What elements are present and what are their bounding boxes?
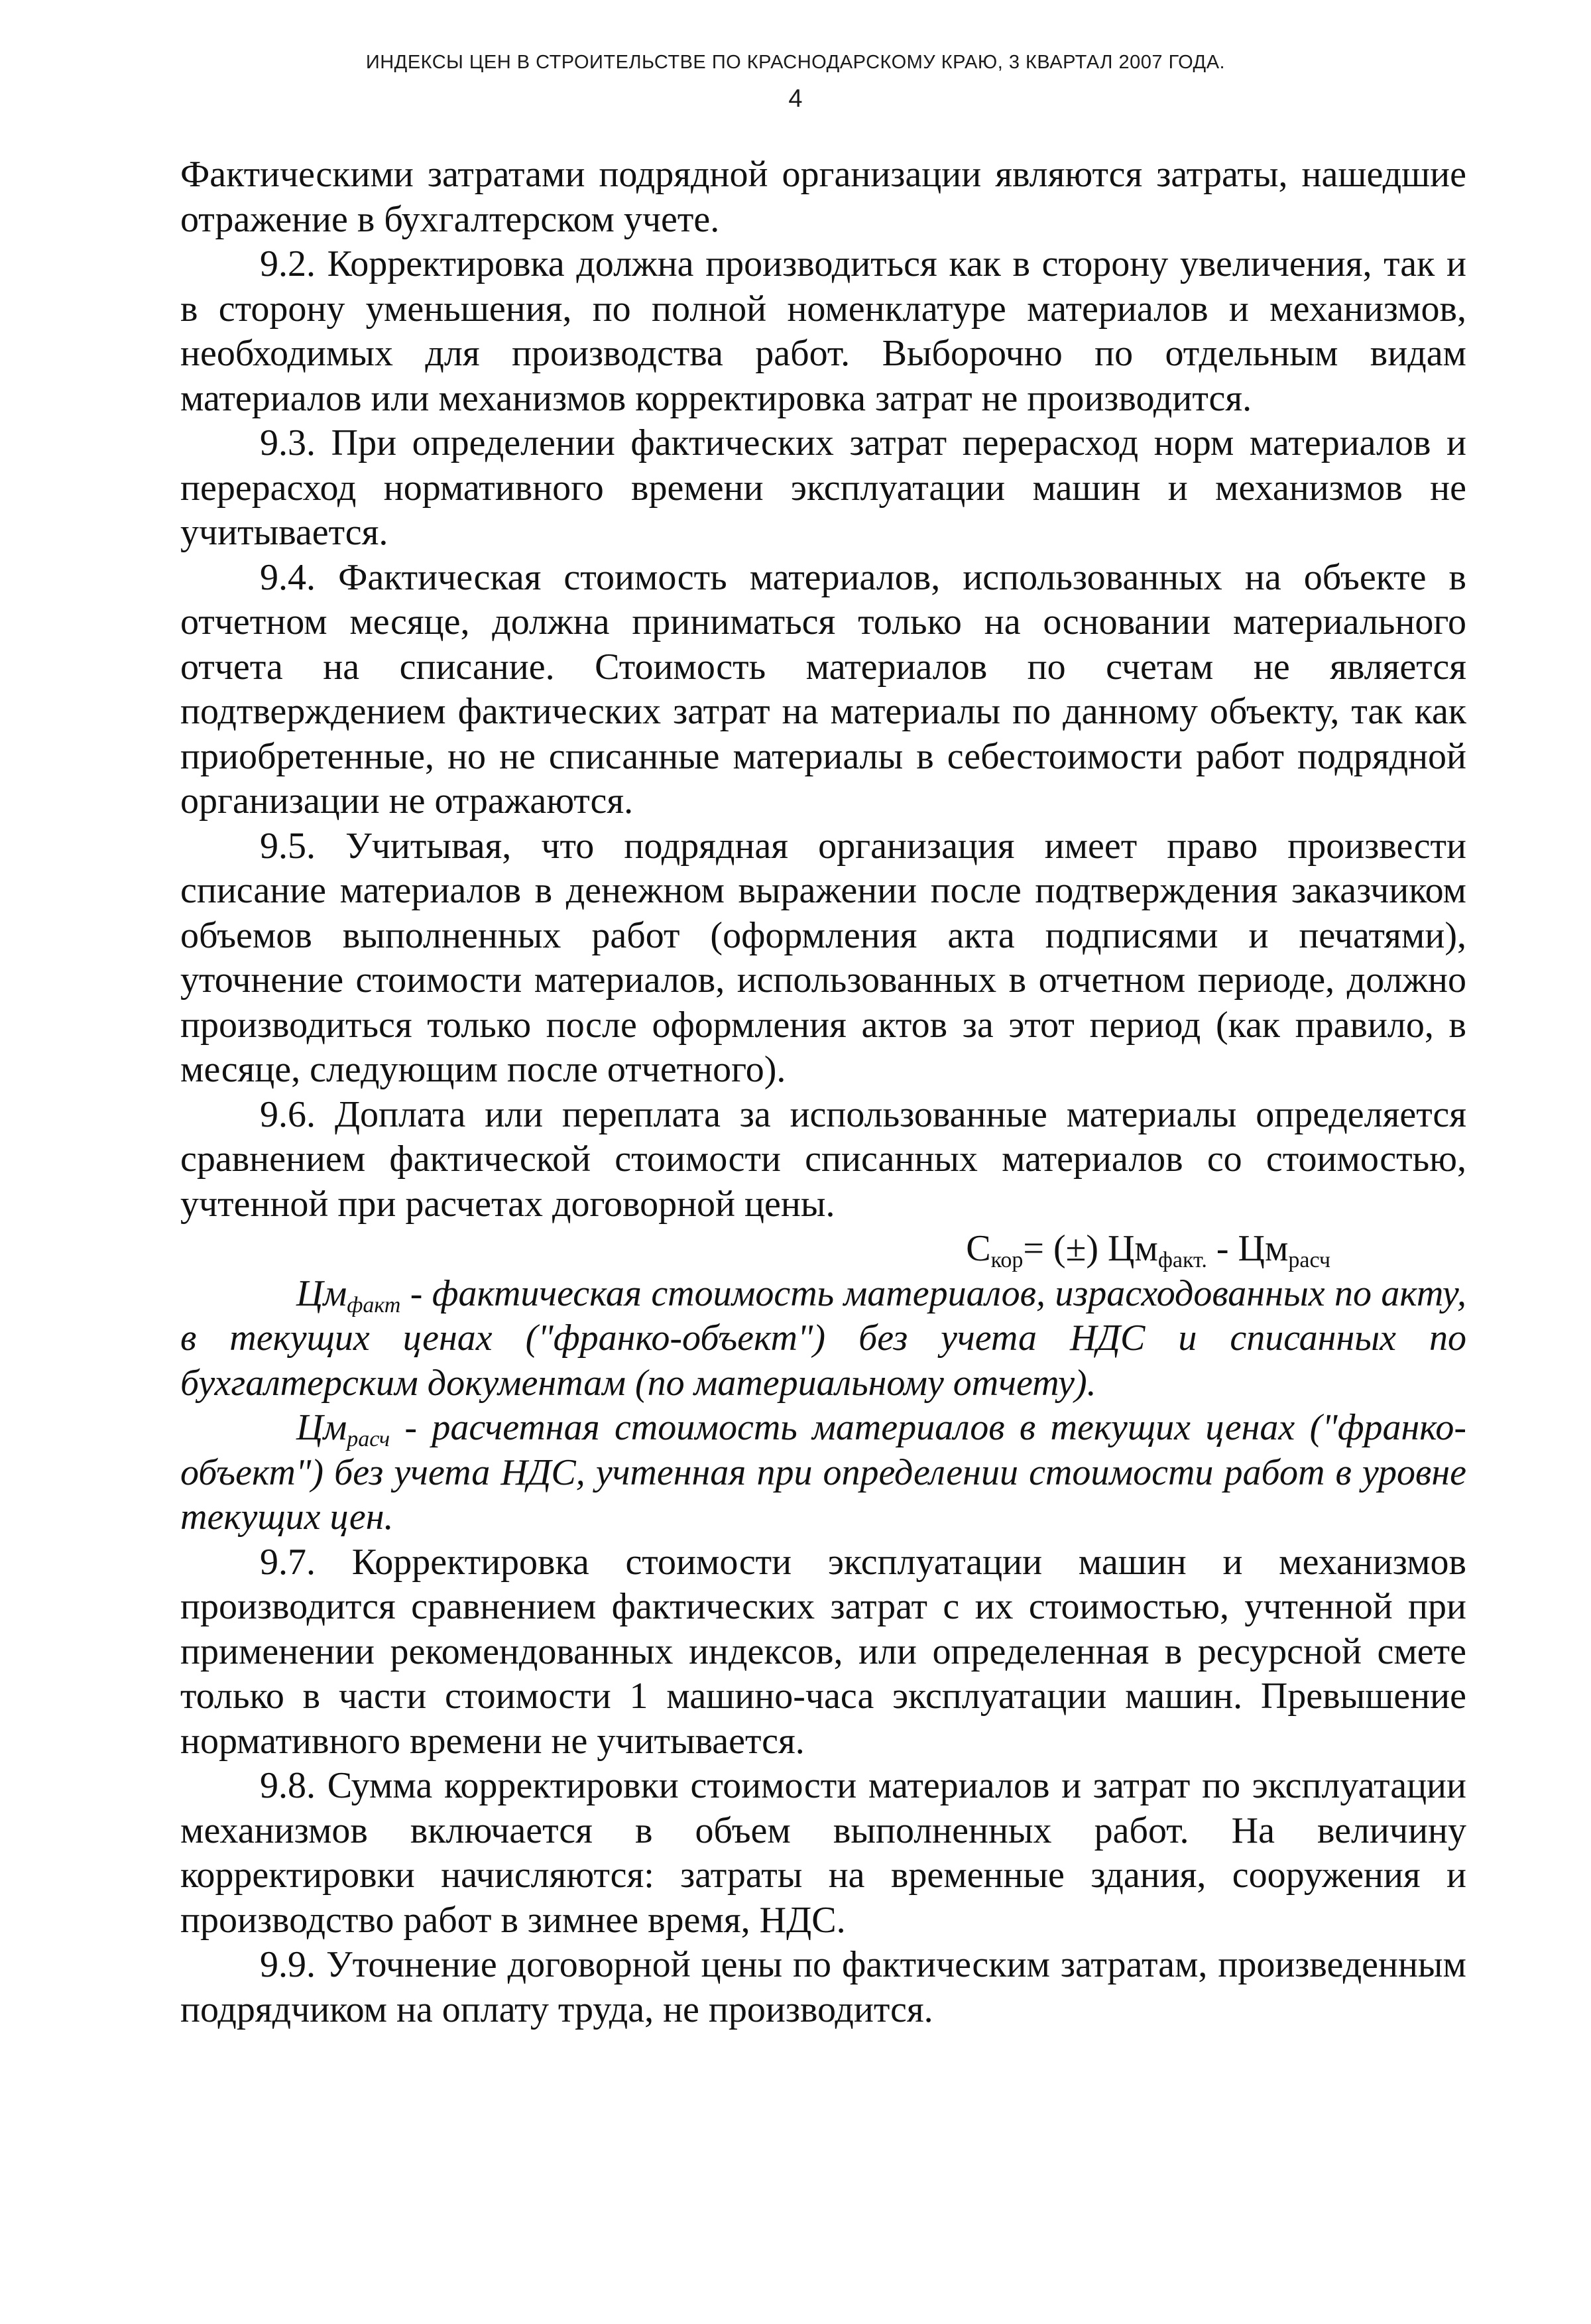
formula-minus: - Цм bbox=[1207, 1228, 1289, 1269]
paragraph-9-3: 9.3. При определении фактических затрат перерасход норм материалов и перерасход нормативного времени эксплуатации машин и механизмов не учитывается. bbox=[180, 422, 1466, 553]
formula-c-subscript: кор bbox=[990, 1248, 1024, 1272]
correction-formula bbox=[180, 1227, 1466, 1272]
def2-text: - расчетная стоимость материалов в текущих ценах ("франко-объект") без учета НДС, учтенная при определении стоимости работ в уровне текущих цен. bbox=[180, 1407, 1466, 1538]
def2-subscript: расч bbox=[347, 1427, 390, 1451]
def1-subscript: факт bbox=[347, 1292, 401, 1317]
definition-fact-cost bbox=[180, 1272, 1466, 1406]
def1-text: - фактическая стоимость материалов, израсходованных по акту, в текущих ценах ("франко-объект") без учета НДС и списанных по бухгалтерским документам (по материальному отчету). bbox=[180, 1272, 1466, 1404]
paragraph-9-7: 9.7. Корректировка стоимости эксплуатации машин и механизмов производится сравнением фактических затрат с их стоимостью, учтенной при применении рекомендованных индексов, или определенная в ресурсной смете только в части стоимости 1 машино-часа эксплуатации машин. Превышение нормативного времени не учитывается. bbox=[180, 1541, 1466, 1762]
paragraph-9-9: 9.9. Уточнение договорной цены по фактическим затратам, произведенным подрядчиком на оплату труда, не производится. bbox=[180, 1944, 1466, 2030]
page-number: 4 bbox=[788, 85, 803, 113]
formula-calc-subscript: расч bbox=[1288, 1248, 1330, 1272]
paragraph-9-8: 9.8. Сумма корректировки стоимости материалов и затрат по эксплуатации механизмов включается в объем выполненных работ. На величину корректировки начисляются: затраты на временные здания, сооружения и производство работ в зимнее время, НДС. bbox=[180, 1765, 1466, 1941]
def2-symbol: Цм bbox=[296, 1407, 347, 1448]
paragraph-9-6: 9.6. Доплата или переплата за использованные материалы определяется сравнением фактической стоимости списанных материалов со стоимостью, учтенной при расчетах договорной цены. bbox=[180, 1093, 1466, 1225]
paragraph-9-4: 9.4. Фактическая стоимость материалов, использованных на объекте в отчетном месяце, должна приниматься только на основании материального отчета на списание. Стоимость материалов по счетам не является подтверждением фактических затрат на материалы по данному объекту, так как приобретенные, но не списанные материалы в себестоимости работ подрядной организации не отражаются. bbox=[180, 556, 1466, 822]
document-body bbox=[180, 153, 1466, 2032]
running-header: ИНДЕКСЫ ЦЕН В СТРОИТЕЛЬСТВЕ ПО КРАСНОДАРСКОМУ КРАЮ, 3 КВАРТАЛ 2007 ГОДА. bbox=[365, 52, 1226, 73]
def1-symbol: Цм bbox=[296, 1272, 347, 1314]
formula-eq: = (±) Цм bbox=[1023, 1228, 1158, 1269]
paragraph-9-5: 9.5. Учитывая, что подрядная организация имеет право произвести списание материалов в денежном выражении после подтверждения заказчиком объемов выполненных работ (оформления акта подписями и печатями), уточнение стоимости материалов, использованных в отчетном периоде, должно производиться только после оформления актов за этот период (как правило, в месяце, следующим после отчетного). bbox=[180, 825, 1466, 1090]
formula-fact-subscript: факт. bbox=[1157, 1248, 1207, 1272]
paragraph-intro: Фактическими затратами подрядной организации являются затраты, нашедшие отражение в бухгалтерском учете. bbox=[180, 154, 1466, 240]
paragraph-9-2: 9.2. Корректировка должна производиться как в сторону увеличения, так и в сторону уменьшения, по полной номенклатуре материалов и механизмов, необходимых для производства работ. Выборочно по отдельным видам материалов или механизмов корректировка затрат не производится. bbox=[180, 243, 1466, 419]
definition-calc-cost bbox=[180, 1406, 1466, 1540]
formula-c: С bbox=[966, 1228, 991, 1269]
